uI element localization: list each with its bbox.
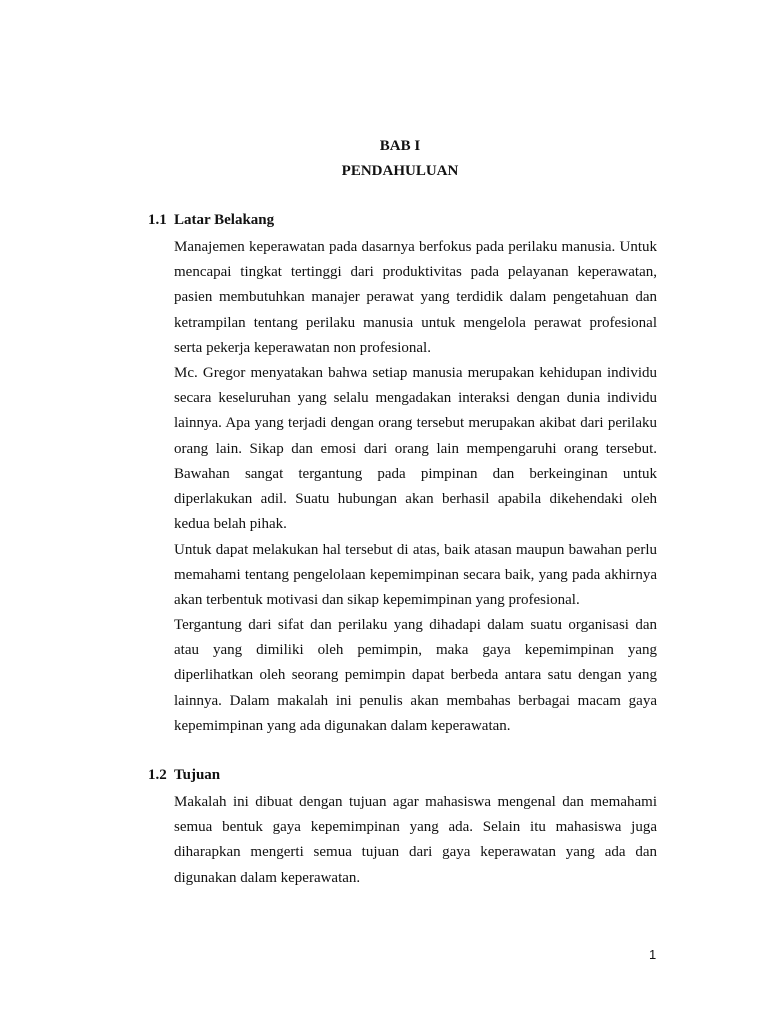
section-heading-tujuan [148,766,220,784]
paragraph: Tergantung dari sifat dan perilaku yang dihadapi dalam suatu organisasi dan atau yang dimiliki oleh pemimpin, maka gaya kepemimpinan yang diperlihatkan oleh seorang pemimpin dapat berbeda antara satu dengan yang lainnya. Dalam makalah ini penulis akan membahas berbagai macam gaya kepemimpinan yang ada digunakan dalam keperawatan. [174,617,657,734]
paragraph: Mc. Gregor menyatakan bahwa setiap manusia merupakan kehidupan individu secara keseluruhan yang selalu mengadakan interaksi dengan dunia individu lainnya. Apa yang terjadi dengan orang tersebut merupakan akibat dari perilaku orang lain. Sikap dan emosi dari orang lain mempengaruhi orang tersebut. Bawahan sangat tergantung pada pimpinan dan berkeinginan untuk diperlakukan adil. Suatu hubungan akan berhasil apabila dikehendaki oleh kedua belah pihak. [174,365,657,533]
paragraph: Untuk dapat melakukan hal tersebut di atas, baik atasan maupun bawahan perlu memahami tentang pengelolaan kepemimpinan secara baik, yang pada akhirnya akan terbentuk motivasi dan sikap kepemimpinan yang profesional. [174,542,657,609]
section-title: Tujuan [174,767,221,783]
chapter-title: PENDAHULUAN [341,163,459,179]
paragraph: Makalah ini dibuat dengan tujuan agar mahasiswa mengenal dan memahami semua bentuk gaya kepemimpinan yang ada. Selain itu mahasiswa juga diharapkan mengerti semua tujuan dari gaya keperawatan yang ada dan digunakan dalam keperawatan. [174,794,657,886]
section-number: 1.2 [148,767,167,783]
section-title: Latar Belakang [174,212,275,228]
paragraph: Manajemen keperawatan pada dasarnya berfokus pada perilaku manusia. Untuk mencapai tingkat tertinggi dari produktivitas pada pelayanan keperawatan, pasien membutuhkan manajer perawat yang terdidik dalam pengetahuan dan ketrampilan tentang perilaku manusia untuk mengelola perawat profesional serta pekerja keperawatan non profesional. [174,239,657,356]
page-number: 1 [649,947,657,962]
section-heading-latar-belakang [148,211,274,229]
chapter-label: BAB I [379,138,421,154]
section-number: 1.1 [148,212,167,228]
